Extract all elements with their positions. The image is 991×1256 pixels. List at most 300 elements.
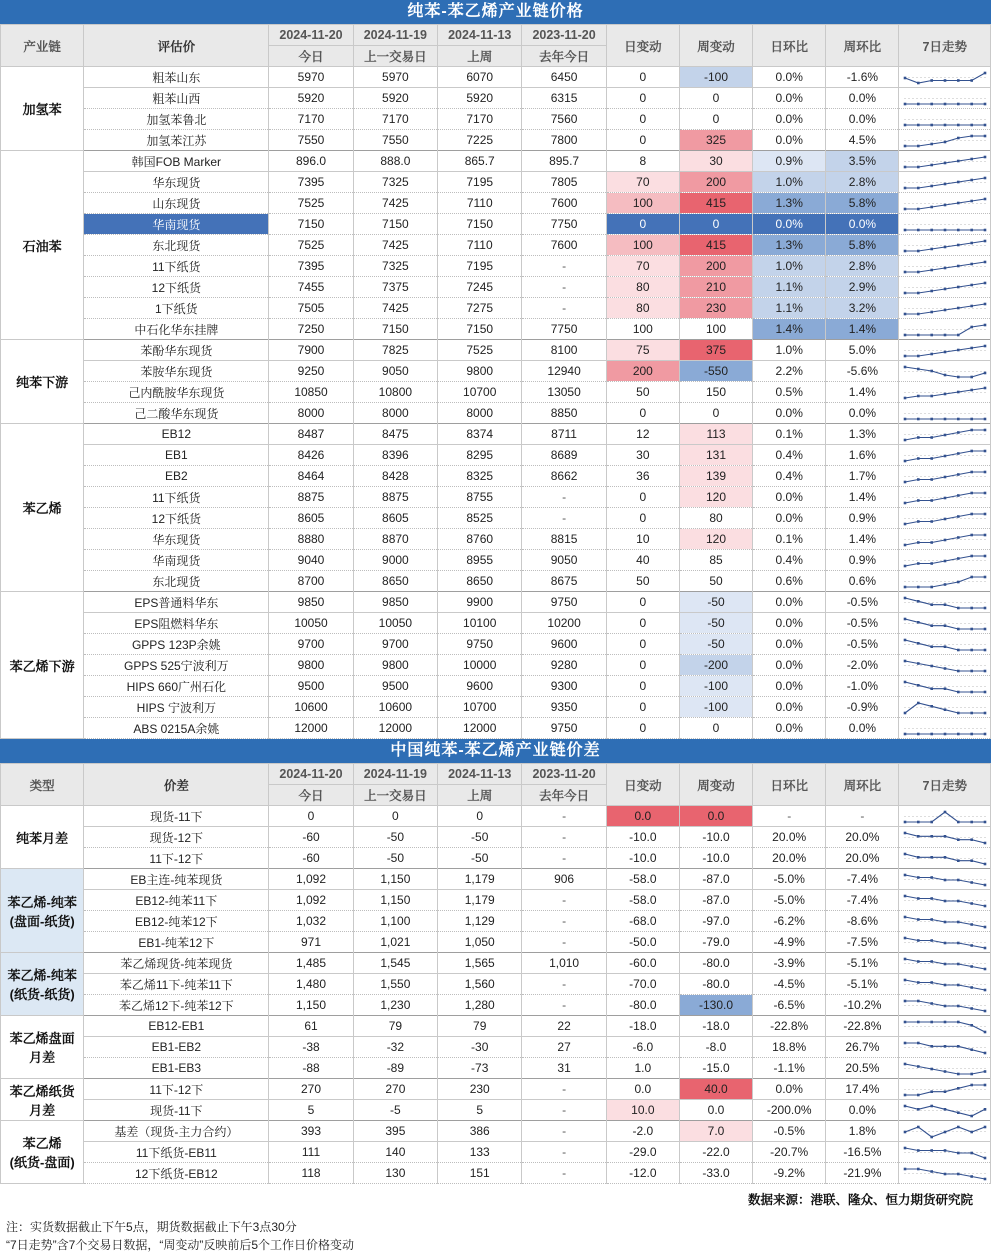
table-row	[1, 109, 991, 130]
table-row	[1, 1163, 991, 1184]
value-last-week: 8650	[438, 571, 522, 592]
trend-sparkline	[899, 529, 991, 550]
row-name: EB12-纯苯11下	[84, 890, 269, 911]
th-date-3: 2023-11-20	[522, 25, 606, 46]
value-last-year: 7600	[522, 193, 606, 214]
trend-sparkline	[899, 130, 991, 151]
week-percent: 0.9%	[826, 508, 899, 529]
value-last-week: 7275	[438, 298, 522, 319]
value-today: 7150	[269, 214, 353, 235]
week-percent: 20.0%	[826, 827, 899, 848]
day-change: 0	[606, 403, 679, 424]
day-change: 0	[606, 109, 679, 130]
week-percent: -2.0%	[826, 655, 899, 676]
week-percent: 1.4%	[826, 382, 899, 403]
value-last-year: 7800	[522, 130, 606, 151]
value-last-week: 9800	[438, 361, 522, 382]
value-last-week: -30	[438, 1037, 522, 1058]
day-change: 200	[606, 361, 679, 382]
value-last-year: 9050	[522, 550, 606, 571]
value-today: -60	[269, 848, 353, 869]
value-last-year: 7560	[522, 109, 606, 130]
week-percent: 26.7%	[826, 1037, 899, 1058]
value-prev-day: 9000	[353, 550, 437, 571]
data-source: 数据来源：港联、隆众、恒力期货研究院	[747, 1193, 973, 1207]
row-name: 东北现货	[84, 571, 269, 592]
trend-sparkline	[899, 424, 991, 445]
row-name: 粗苯山西	[84, 88, 269, 109]
trend-sparkline	[899, 1037, 991, 1058]
trend-sparkline	[899, 974, 991, 995]
value-last-week: -73	[438, 1058, 522, 1079]
trend-sparkline	[899, 550, 991, 571]
day-change: 8	[606, 151, 679, 172]
week-change: 0	[679, 88, 752, 109]
week-percent: 5.8%	[826, 193, 899, 214]
th-week-change: 周变动	[679, 25, 752, 67]
row-name: 韩国FOB Marker	[84, 151, 269, 172]
value-today: -38	[269, 1037, 353, 1058]
table-row	[1, 1142, 991, 1163]
value-today: 9800	[269, 655, 353, 676]
week-change: -15.0	[679, 1058, 752, 1079]
table-row	[1, 256, 991, 277]
day-percent: 0.0%	[753, 613, 826, 634]
value-today: 5970	[269, 67, 353, 88]
week-change: -80.0	[679, 974, 752, 995]
value-prev-day: -32	[353, 1037, 437, 1058]
trend-sparkline	[899, 1058, 991, 1079]
value-last-year: -	[522, 298, 606, 319]
value-last-year: 8662	[522, 466, 606, 487]
week-percent: -5.1%	[826, 953, 899, 974]
value-prev-day: 10600	[353, 697, 437, 718]
row-name: EB1-EB3	[84, 1058, 269, 1079]
value-last-week: 1,280	[438, 995, 522, 1016]
week-percent: -5.6%	[826, 361, 899, 382]
row-name: 己内酰胺华东现货	[84, 382, 269, 403]
trend-sparkline	[899, 676, 991, 697]
note-line-1: 注：实货数据截止下午5点，期货数据截止下午3点30分	[6, 1220, 297, 1234]
group-label: 苯乙烯-纯苯 (纸货-纸货)	[1, 953, 84, 1016]
day-percent: 0.0%	[753, 718, 826, 739]
value-prev-day: 7170	[353, 109, 437, 130]
row-name: 苯乙烯现货-纯苯现货	[84, 953, 269, 974]
value-last-year: -	[522, 256, 606, 277]
value-last-week: 1,129	[438, 911, 522, 932]
week-percent: 1.4%	[826, 529, 899, 550]
week-change: 200	[679, 172, 752, 193]
value-prev-day: -89	[353, 1058, 437, 1079]
day-percent: -22.8%	[753, 1016, 826, 1037]
row-name: 苯酚华东现货	[84, 340, 269, 361]
week-change: 85	[679, 550, 752, 571]
group-label: 加氢苯	[1, 67, 84, 151]
week-change: 0	[679, 109, 752, 130]
value-last-year: 8850	[522, 403, 606, 424]
value-prev-day: 5970	[353, 67, 437, 88]
day-percent: 0.0%	[753, 676, 826, 697]
value-today: 9500	[269, 676, 353, 697]
value-last-year: -	[522, 1121, 606, 1142]
value-last-year: 9600	[522, 634, 606, 655]
group-label: 石油苯	[1, 151, 84, 340]
value-last-week: 10100	[438, 613, 522, 634]
day-change: -68.0	[606, 911, 679, 932]
value-today: 393	[269, 1121, 353, 1142]
row-name: 11下纸货	[84, 256, 269, 277]
value-last-year: -	[522, 1100, 606, 1121]
value-last-week: 8525	[438, 508, 522, 529]
day-change: 1.0	[606, 1058, 679, 1079]
table-row	[1, 806, 991, 827]
value-last-week: 0	[438, 806, 522, 827]
value-today: 10600	[269, 697, 353, 718]
value-last-year: -	[522, 277, 606, 298]
value-prev-day: 8428	[353, 466, 437, 487]
value-last-year: 8815	[522, 529, 606, 550]
week-percent: 0.6%	[826, 571, 899, 592]
week-change: 131	[679, 445, 752, 466]
table-row	[1, 487, 991, 508]
value-last-year: 895.7	[522, 151, 606, 172]
note-line-2: “7日走势”含7个交易日数据，“周变动”反映前后5个工作日价格变动	[6, 1238, 355, 1252]
day-change: -6.0	[606, 1037, 679, 1058]
week-percent: -	[826, 806, 899, 827]
value-prev-day: 8475	[353, 424, 437, 445]
table-row	[1, 974, 991, 995]
day-change: 0	[606, 697, 679, 718]
value-last-week: 1,179	[438, 869, 522, 890]
week-change: 0.0	[679, 1100, 752, 1121]
day-change: 0	[606, 508, 679, 529]
value-last-week: 7150	[438, 214, 522, 235]
week-change: -79.0	[679, 932, 752, 953]
th-day-change: 日变动	[606, 25, 679, 67]
table-row	[1, 1058, 991, 1079]
value-today: 9850	[269, 592, 353, 613]
trend-sparkline	[899, 403, 991, 424]
trend-sparkline	[899, 508, 991, 529]
th2-spread: 价差	[84, 764, 269, 806]
row-name: EB2	[84, 466, 269, 487]
table-row	[1, 424, 991, 445]
week-change: 7.0	[679, 1121, 752, 1142]
day-change: -60.0	[606, 953, 679, 974]
table-row	[1, 214, 991, 235]
row-name: EB主连-纯苯现货	[84, 869, 269, 890]
value-last-year: -	[522, 508, 606, 529]
week-percent: 1.7%	[826, 466, 899, 487]
day-change: 12	[606, 424, 679, 445]
value-last-year: 31	[522, 1058, 606, 1079]
row-name: EB12	[84, 424, 269, 445]
day-percent: 0.0%	[753, 655, 826, 676]
value-last-year: 9350	[522, 697, 606, 718]
day-change: 70	[606, 256, 679, 277]
row-name: EB12-纯苯12下	[84, 911, 269, 932]
row-name: 11下-12下	[84, 1079, 269, 1100]
value-prev-day: 8000	[353, 403, 437, 424]
value-prev-day: 8875	[353, 487, 437, 508]
day-percent: 0.0%	[753, 130, 826, 151]
day-percent: 0.4%	[753, 466, 826, 487]
day-percent: 0.0%	[753, 487, 826, 508]
week-percent: 3.2%	[826, 298, 899, 319]
week-change: -22.0	[679, 1142, 752, 1163]
week-change: 230	[679, 298, 752, 319]
value-today: 9700	[269, 634, 353, 655]
value-last-week: 1,050	[438, 932, 522, 953]
row-name: 苯乙烯12下-纯苯12下	[84, 995, 269, 1016]
value-last-week: 1,179	[438, 890, 522, 911]
day-change: -50.0	[606, 932, 679, 953]
table-row	[1, 1100, 991, 1121]
value-today: 118	[269, 1163, 353, 1184]
value-prev-day: 7425	[353, 193, 437, 214]
day-percent: -1.1%	[753, 1058, 826, 1079]
value-prev-day: -5	[353, 1100, 437, 1121]
table-row	[1, 1079, 991, 1100]
value-last-week: 8955	[438, 550, 522, 571]
trend-sparkline	[899, 592, 991, 613]
value-prev-day: 8396	[353, 445, 437, 466]
row-name: 加氢苯鲁北	[84, 109, 269, 130]
value-today: 12000	[269, 718, 353, 739]
value-today: 7170	[269, 109, 353, 130]
trend-sparkline	[899, 151, 991, 172]
value-today: 5920	[269, 88, 353, 109]
value-last-week: 10700	[438, 697, 522, 718]
value-prev-day: 1,021	[353, 932, 437, 953]
th-price: 评估价	[84, 25, 269, 67]
value-today: 111	[269, 1142, 353, 1163]
trend-sparkline	[899, 932, 991, 953]
value-last-week: 8325	[438, 466, 522, 487]
day-percent: -6.5%	[753, 995, 826, 1016]
row-name: HIPS 宁波利万	[84, 697, 269, 718]
value-today: 1,480	[269, 974, 353, 995]
value-last-week: 7170	[438, 109, 522, 130]
day-percent: 1.0%	[753, 340, 826, 361]
th-day-pct: 日环比	[753, 25, 826, 67]
th-date-0: 2024-11-20	[269, 25, 353, 46]
table-row	[1, 890, 991, 911]
day-change: 50	[606, 571, 679, 592]
day-percent: 1.1%	[753, 277, 826, 298]
table-row	[1, 592, 991, 613]
day-change: -80.0	[606, 995, 679, 1016]
value-today: 8487	[269, 424, 353, 445]
value-last-year: -	[522, 974, 606, 995]
th2-date-3: 2023-11-20	[522, 764, 606, 785]
value-prev-day: 130	[353, 1163, 437, 1184]
week-change: 0	[679, 214, 752, 235]
value-today: 896.0	[269, 151, 353, 172]
th2-sub-1: 上一交易日	[353, 785, 437, 806]
table-row	[1, 235, 991, 256]
value-last-week: 7150	[438, 319, 522, 340]
day-percent: 1.1%	[753, 298, 826, 319]
spread-table-body	[1, 806, 991, 1184]
week-change: -87.0	[679, 869, 752, 890]
trend-sparkline	[899, 1142, 991, 1163]
trend-sparkline	[899, 88, 991, 109]
value-today: 0	[269, 806, 353, 827]
week-percent: -21.9%	[826, 1163, 899, 1184]
week-change: -10.0	[679, 827, 752, 848]
row-name: 东北现货	[84, 235, 269, 256]
trend-sparkline	[899, 697, 991, 718]
day-percent: 0.0%	[753, 67, 826, 88]
trend-sparkline	[899, 953, 991, 974]
value-last-year: 22	[522, 1016, 606, 1037]
row-name: EB1-EB2	[84, 1037, 269, 1058]
value-prev-day: 7375	[353, 277, 437, 298]
value-last-year: -	[522, 1079, 606, 1100]
day-change: 0	[606, 676, 679, 697]
value-today: 1,150	[269, 995, 353, 1016]
value-today: 1,485	[269, 953, 353, 974]
week-change: -18.0	[679, 1016, 752, 1037]
week-percent: -0.5%	[826, 634, 899, 655]
value-prev-day: -50	[353, 827, 437, 848]
day-percent: 18.8%	[753, 1037, 826, 1058]
th-sub-0: 今日	[269, 46, 353, 67]
week-percent: -16.5%	[826, 1142, 899, 1163]
day-change: 0	[606, 634, 679, 655]
trend-sparkline	[899, 109, 991, 130]
value-prev-day: 8650	[353, 571, 437, 592]
table-row	[1, 361, 991, 382]
day-percent: 0.0%	[753, 697, 826, 718]
day-change: -70.0	[606, 974, 679, 995]
day-percent: 0.0%	[753, 1079, 826, 1100]
value-prev-day: 7425	[353, 235, 437, 256]
table-row	[1, 151, 991, 172]
value-last-week: 133	[438, 1142, 522, 1163]
week-change: 100	[679, 319, 752, 340]
value-today: 7250	[269, 319, 353, 340]
value-last-week: -50	[438, 827, 522, 848]
table-row	[1, 193, 991, 214]
value-prev-day: 9050	[353, 361, 437, 382]
value-prev-day: 7425	[353, 298, 437, 319]
value-last-year: -	[522, 848, 606, 869]
table-row	[1, 869, 991, 890]
row-name: 11下-12下	[84, 848, 269, 869]
table-row	[1, 130, 991, 151]
value-prev-day: 10050	[353, 613, 437, 634]
value-last-year: 906	[522, 869, 606, 890]
value-last-year: -	[522, 827, 606, 848]
value-last-year: 1,010	[522, 953, 606, 974]
table-row	[1, 613, 991, 634]
day-percent: 0.0%	[753, 403, 826, 424]
value-last-week: 12000	[438, 718, 522, 739]
table-row	[1, 827, 991, 848]
week-percent: 1.4%	[826, 487, 899, 508]
day-percent: 0.9%	[753, 151, 826, 172]
day-change: 0	[606, 88, 679, 109]
row-name: 己二酸华东现货	[84, 403, 269, 424]
day-change: 36	[606, 466, 679, 487]
trend-sparkline	[899, 382, 991, 403]
day-percent: 1.4%	[753, 319, 826, 340]
value-prev-day: 270	[353, 1079, 437, 1100]
value-last-week: 6070	[438, 67, 522, 88]
row-name: 11下纸货-EB11	[84, 1142, 269, 1163]
table-row	[1, 529, 991, 550]
value-today: 270	[269, 1079, 353, 1100]
th-sub-2: 上周	[438, 46, 522, 67]
week-change: -550	[679, 361, 752, 382]
week-percent: 2.8%	[826, 256, 899, 277]
week-change: 50	[679, 571, 752, 592]
value-today: 7525	[269, 235, 353, 256]
value-last-week: 8295	[438, 445, 522, 466]
value-today: 8880	[269, 529, 353, 550]
value-today: 7550	[269, 130, 353, 151]
table-row	[1, 319, 991, 340]
group-label: 苯乙烯盘面 月差	[1, 1016, 84, 1079]
th2-date-1: 2024-11-19	[353, 764, 437, 785]
value-today: -60	[269, 827, 353, 848]
value-last-week: 7225	[438, 130, 522, 151]
day-change: -29.0	[606, 1142, 679, 1163]
trend-sparkline	[899, 1121, 991, 1142]
trend-sparkline	[899, 634, 991, 655]
table-row	[1, 1037, 991, 1058]
row-name: 粗苯山东	[84, 67, 269, 88]
value-last-week: 7110	[438, 235, 522, 256]
value-last-year: -	[522, 911, 606, 932]
row-name: 山东现货	[84, 193, 269, 214]
day-change: -2.0	[606, 1121, 679, 1142]
value-last-year: 7750	[522, 214, 606, 235]
value-prev-day: 0	[353, 806, 437, 827]
day-percent: -4.5%	[753, 974, 826, 995]
week-change: 415	[679, 235, 752, 256]
day-percent: -0.5%	[753, 1121, 826, 1142]
row-name: EB12-EB1	[84, 1016, 269, 1037]
value-last-week: 9750	[438, 634, 522, 655]
week-change: 113	[679, 424, 752, 445]
table-row	[1, 172, 991, 193]
week-percent: 4.5%	[826, 130, 899, 151]
week-percent: 1.3%	[826, 424, 899, 445]
value-prev-day: 7325	[353, 172, 437, 193]
week-percent: -8.6%	[826, 911, 899, 932]
value-prev-day: 12000	[353, 718, 437, 739]
table-row	[1, 676, 991, 697]
trend-sparkline	[899, 172, 991, 193]
trend-sparkline	[899, 890, 991, 911]
value-last-year: 12940	[522, 361, 606, 382]
week-percent: 5.0%	[826, 340, 899, 361]
trend-sparkline	[899, 466, 991, 487]
value-today: 61	[269, 1016, 353, 1037]
day-percent: -4.9%	[753, 932, 826, 953]
value-last-year: 6450	[522, 67, 606, 88]
row-name: 1下纸货	[84, 298, 269, 319]
day-change: 30	[606, 445, 679, 466]
value-prev-day: 1,100	[353, 911, 437, 932]
th2-date-2: 2024-11-13	[438, 764, 522, 785]
value-last-week: 7525	[438, 340, 522, 361]
table-row	[1, 911, 991, 932]
table-row	[1, 466, 991, 487]
